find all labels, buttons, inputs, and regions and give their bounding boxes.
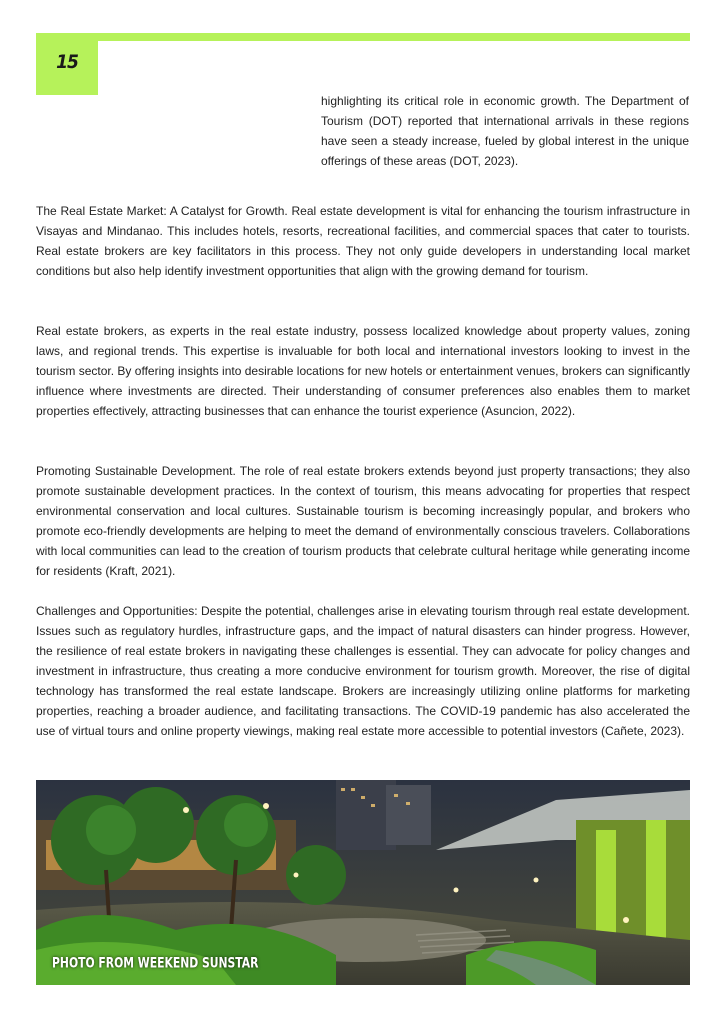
paragraph-real-estate-market: The Real Estate Market: A Catalyst for Growth. Real estate development is vital for enhancing the tourism infrastructure in Visayas and Mindanao. This includes hotels, resorts, recreational facilities, and commercial spaces that cater to tourists. Real estate brokers are key facilitators in this process. They not only guide developers in understanding local market conditions but also help identify investment opportunities that align with the growing demand for tourism.	[36, 204, 690, 278]
paragraph-brokers-expertise: Real estate brokers, as experts in the real estate industry, possess localized knowledge about property values, zoning laws, and regional trends. This expertise is invaluable for both local and international investors looking to invest in the tourism sector. By offering insights into desirable locations for new hotels or entertainment venues, brokers can significantly influence where investments are directed. Their understanding of consumer preferences also enables them to market properties effectively, attracting businesses that can enhance the tourist experience (Asuncion, 2022).	[36, 324, 690, 418]
page-number: 15	[56, 51, 78, 73]
mall-garden-photo	[36, 780, 690, 985]
page-number-box	[36, 33, 98, 95]
photo-caption: PHOTO FROM WEEKEND SUNSTAR	[52, 954, 259, 971]
paragraph-challenges-opportunities: Challenges and Opportunities: Despite the potential, challenges arise in elevating tourism through real estate development. Issues such as regulatory hurdles, infrastructure gaps, and the impact of natural disasters can hinder progress. However, the resilience of real estate brokers in navigating these challenges is essential. They can advocate for policy changes and investment in infrastructure, thus creating a more conducive environment for tourism growth. Moreover, the rise of digital technology has transformed the real estate landscape. Brokers are increasingly utilizing online platforms for marketing properties, reaching a broader audience, and facilitating transactions. The COVID-19 pandemic has also accelerated the use of virtual tours and online property viewings, making real estate more accessible to potential investors (Cañete, 2023).	[36, 604, 690, 738]
top-accent-bar	[36, 33, 690, 41]
paragraph-sustainable-development: Promoting Sustainable Development. The role of real estate brokers extends beyond just property transactions; they also promote sustainable development practices. In the context of tourism, this means advocating for properties that respect environmental conservation and local cultures. Sustainable tourism is becoming increasingly popular, and brokers who promote eco-friendly developments are helping to meet the demand of environmentally conscious travelers. Collaborations with local communities can lead to the creation of tourism products that celebrate cultural heritage while generating income for residents (Kraft, 2021).	[36, 464, 690, 578]
continuation-paragraph: highlighting its critical role in economic growth. The Department of Tourism (DOT) reported that international arrivals in these regions have seen a steady increase, fueled by global interest in the unique offerings of these areas (DOT, 2023).	[321, 94, 689, 168]
